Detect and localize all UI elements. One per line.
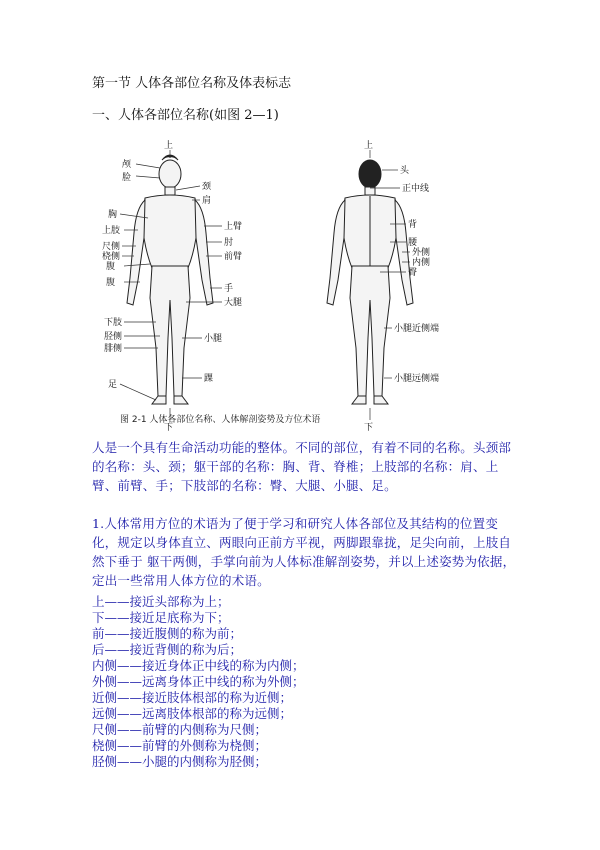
term-item: 尺侧——前臂的内侧称为尺侧； [92,722,268,737]
back-label-back: 背 [408,220,418,230]
front-label-bottom: 下 [164,423,174,433]
back-label-medial: 内侧 [412,258,431,268]
back-label-waist: 腰 [408,238,418,248]
term-item: 外侧——远离身体正中线的称为外侧； [92,674,305,689]
front-body-figure [127,155,213,404]
front-label-lower-limb: 下肢 [104,318,123,328]
front-label-ankle: 踝 [204,374,214,384]
back-label-calf-distal: 小腿远侧端 [394,374,440,384]
back-label-buttock: 臀 [408,268,418,278]
back-body-figure [327,160,413,404]
back-label-head: 头 [400,166,410,176]
term-item: 近侧——接近肢体根部的称为近侧； [92,690,293,705]
direction-terms-list [92,594,392,770]
anatomy-figure [100,138,490,438]
front-label-groin: 腹 [106,278,116,288]
front-label-abdomen: 腹 [106,262,116,272]
term-item: 桡侧——前臂的外侧称为桡侧； [92,738,268,753]
term-item: 远侧——远离肢体根部的称为远侧； [92,706,293,721]
section-title: 第一节 人体各部位名称及体表标志 [92,76,292,91]
term-item: 下——接近足底称为下； [92,610,230,625]
paragraph-anatomical-position: 1.人体常用方位的术语为了便于学习和研究人体各部位及其结构的位置变化，规定以身体直立、两眼向正前方平视，两脚跟靠拢，足尖向前，上肢自然下垂于 躯干两侧，手掌向前为人体标准解剖姿势，并以上述姿势为依据，定出一些常用人体方位的术语。 [92,516,516,588]
front-label-fibular: 腓侧 [104,344,123,354]
subsection-title: 一、人体各部位名称(如图 2—1) [92,108,279,123]
back-label-calf-proximal: 小腿近侧端 [394,324,440,334]
front-label-head: 颅 [122,160,132,170]
front-label-upper-limb: 上肢 [102,226,121,236]
front-label-forearm: 前臂 [224,252,243,262]
term-item: 前——接近腹侧的称为前； [92,626,243,641]
front-label-hand: 手 [224,284,234,294]
term-item: 后——接近背侧的称为后； [92,642,243,657]
back-label-top: 上 [364,141,374,151]
front-label-upper-arm: 上臂 [224,222,243,232]
back-label-bottom: 下 [364,423,374,433]
front-label-calf: 小腿 [204,334,223,344]
figure-caption: 图 2-1 人体各部位名称、人体解剖姿势及方位术语 [120,415,321,425]
front-label-shoulder: 肩 [202,196,212,206]
front-label-thigh: 大腿 [224,298,243,308]
front-label-chest: 胸 [108,210,118,220]
front-label-top: 上 [164,141,174,151]
front-label-neck: 颈 [202,182,212,192]
anatomy-diagram [100,138,490,438]
term-item: 胫侧——小腿的内侧称为胫侧； [92,754,268,769]
front-label-tibial: 胫侧 [104,332,123,342]
front-label-radial: 桡侧 [102,252,121,262]
front-label-foot: 足 [108,380,118,390]
back-label-midline: 正中线 [402,184,430,194]
front-label-face: 脸 [122,173,132,183]
front-label-elbow: 肘 [224,238,234,248]
back-label-lateral: 外侧 [412,248,431,258]
paragraph-body-parts: 人是一个具有生命活动功能的整体。不同的部位，有着不同的名称。头颈部的名称：头、颈；躯干部的名称：胸、背、脊椎；上肢部的名称：肩、上臂、前臂、手；下肢部的名称：臀、大腿、小腿、足。 [92,440,512,493]
term-item: 内侧——接近身体正中线的称为内侧； [92,658,305,673]
term-item: 上——接近头部称为上； [92,594,230,609]
front-label-ulnar: 尺侧 [102,242,121,252]
